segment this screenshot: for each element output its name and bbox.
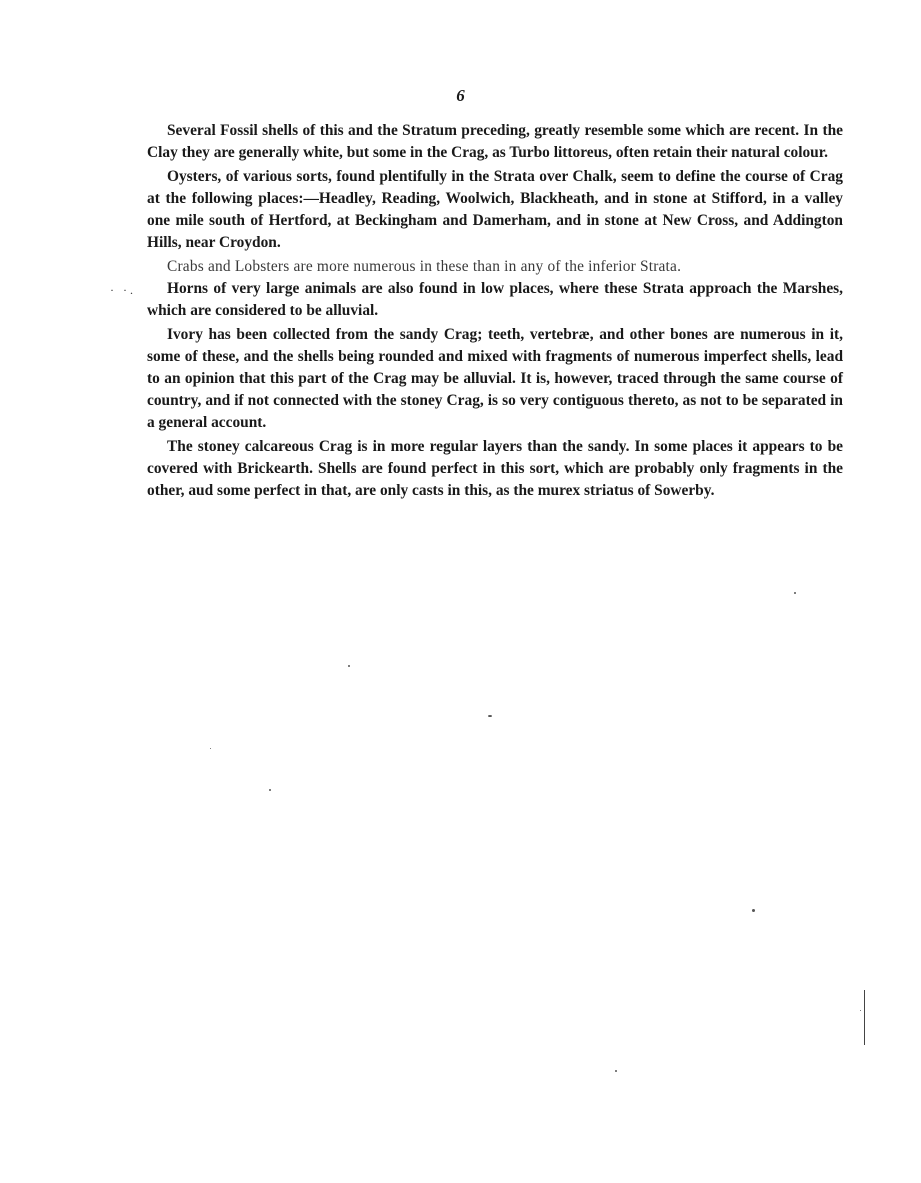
scan-speck bbox=[860, 1010, 861, 1011]
paragraph-oysters: Oysters, of various sorts, found plentifully in the Strata over Chalk, seem to define the course of Crag at the following places:—Headley, Reading, Woolwich, Blackheath, and in stone at Stifford, in a valley one mile south of Hertford, at Beckingham and Damerham, and in stone at New Cross, and Addington Hills, near Croydon. bbox=[147, 168, 843, 251]
scan-speck bbox=[752, 909, 755, 912]
paragraph-stoney-crag: The stoney calcareous Crag is in more regular layers than the sandy. In some places it appears to be covered with Brickearth. Shells are found perfect in this sort, which are probably only fragments in the other, aud some perfect in that, are only casts in this, as the murex striatus of Sowerby. bbox=[147, 438, 843, 499]
text-block bbox=[147, 120, 843, 502]
scan-speck bbox=[794, 592, 796, 594]
scan-speck bbox=[210, 748, 211, 749]
margin-mark: · ·. bbox=[110, 283, 136, 297]
paragraph-horns: Horns of very large animals are also found in low places, where these Strata approach the Marshes, which are considered to be alluvial. bbox=[147, 280, 843, 319]
scan-speck bbox=[348, 665, 350, 667]
scan-speck bbox=[615, 1070, 617, 1072]
scan-speck bbox=[488, 715, 492, 717]
page-number: 6 bbox=[456, 86, 465, 105]
paragraph-crabs: Crabs and Lobsters are more numerous in these than in any of the inferior Strata. bbox=[167, 258, 682, 275]
scan-speck bbox=[269, 789, 271, 791]
paragraph-fossil-shells: Several Fossil shells of this and the Stratum preceding, greatly resemble some which are recent. In the Clay they are generally white, but some in the Crag, as Turbo littoreus, often retain their natural colour. bbox=[147, 122, 843, 161]
paragraph-ivory: Ivory has been collected from the sandy Crag; teeth, vertebræ, and other bones are numerous in it, some of these, and the shells being rounded and mixed with fragments of numerous imperfect shells, lead to an opinion that this part of the Crag may be alluvial. It is, however, traced through the same course of country, and if not connected with the stoney Crag, is so very contiguous thereto, as not to be separated in a general account. bbox=[147, 326, 843, 431]
scan-rule-mark bbox=[864, 990, 865, 1045]
